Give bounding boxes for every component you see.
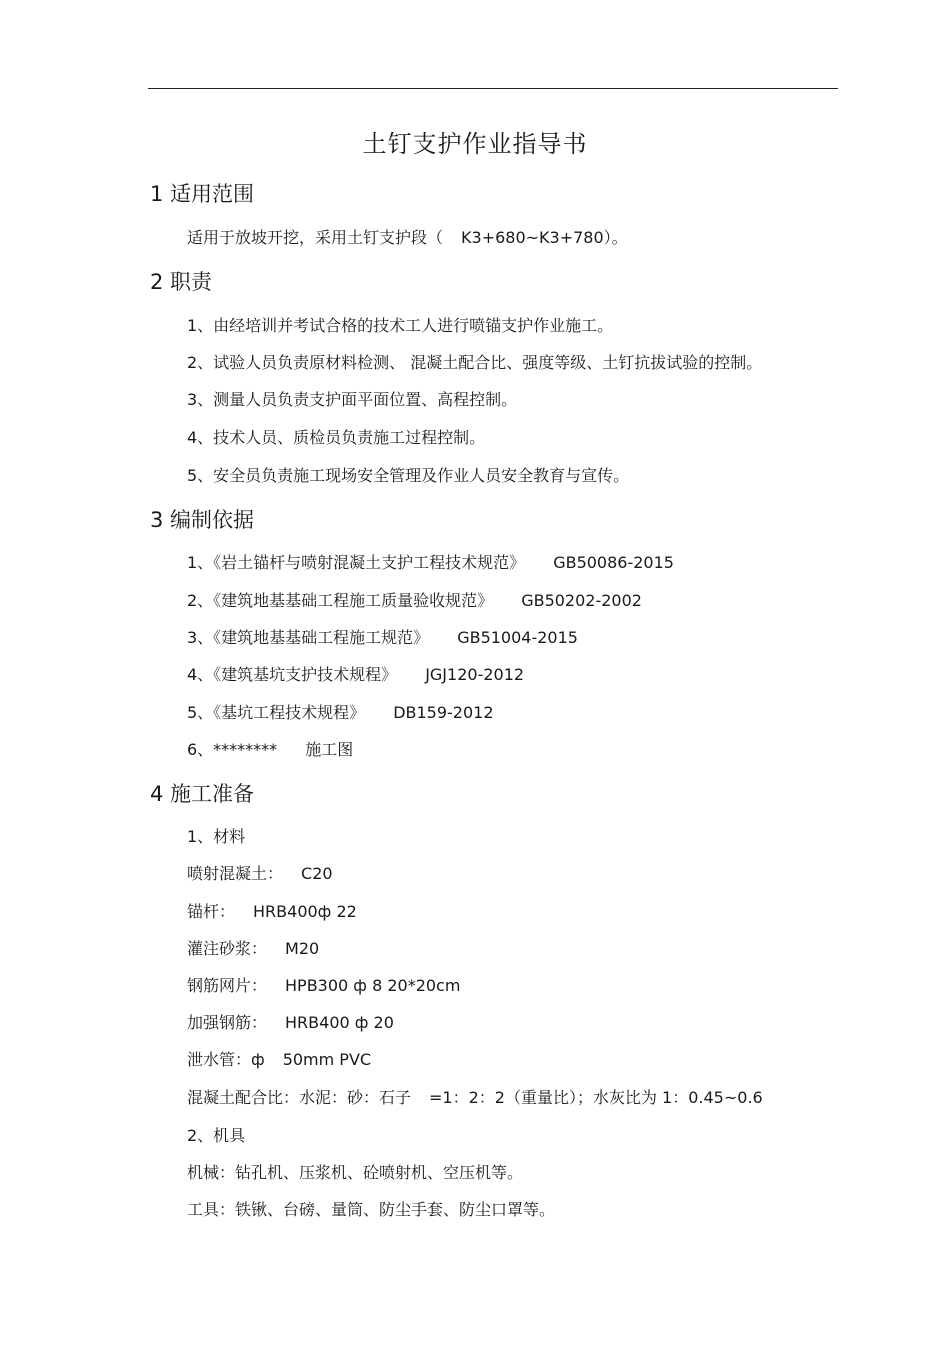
- basis-item: [187, 700, 494, 723]
- scope-text: [187, 225, 628, 248]
- material-item: [187, 1047, 371, 1070]
- basis-code: 施工图: [305, 740, 354, 759]
- material-label: 加强钢筋：: [187, 1013, 268, 1032]
- basis-title: 3、《建筑地基基础工程施工规范》: [187, 628, 430, 647]
- material-item: [187, 936, 319, 959]
- materials-title: 1、材料: [187, 827, 246, 846]
- material-item: [187, 861, 333, 884]
- material-value: =1：2：2（重量比）；水灰比为 1：0.45~0.6: [429, 1088, 763, 1107]
- section-heading-scope: 1 适用范围: [150, 182, 255, 206]
- basis-title: 4、《建筑基坑支护技术规程》: [187, 665, 398, 684]
- duty-item: 1、由经培训并考试合格的技术工人进行喷锚支护作业施工。: [187, 316, 614, 335]
- basis-item: [187, 625, 578, 648]
- duty-item: 4、技术人员、质检员负责施工过程控制。: [187, 428, 486, 447]
- header-rule: [148, 88, 838, 89]
- basis-code: DB159-2012: [393, 703, 494, 722]
- material-value: 50mm PVC: [282, 1050, 372, 1069]
- basis-item: [187, 588, 642, 611]
- basis-title: 6、********: [187, 740, 278, 759]
- section-heading-preparation: 4 施工准备: [150, 782, 255, 806]
- material-value: M20: [285, 939, 320, 958]
- basis-title: 2、《建筑地基基础工程施工质量验收规范》: [187, 591, 494, 610]
- material-label: 灌注砂浆：: [187, 939, 268, 958]
- document-title: 土钉支护作业指导书: [362, 130, 588, 158]
- duty-item: 2、试验人员负责原材料检测、 混凝土配合比、强度等级、土钉抗拔试验的控制。: [187, 353, 763, 372]
- material-item: [187, 1010, 394, 1033]
- material-value: C20: [301, 864, 333, 883]
- tools-title: 2、机具: [187, 1126, 246, 1145]
- material-value: HRB400 ф 20: [285, 1013, 394, 1032]
- section-heading-basis: 3 编制依据: [150, 508, 255, 532]
- scope-text-a: 适用于放坡开挖，采用土钉支护段（: [187, 228, 444, 247]
- basis-item: [187, 550, 674, 573]
- duty-item: 5、安全员负责施工现场安全管理及作业人员安全教育与宣传。: [187, 466, 630, 485]
- material-value: HRB400ф 22: [253, 902, 357, 921]
- machinery-line: 机械：钻孔机、压浆机、砼喷射机、空压机等。: [187, 1163, 524, 1182]
- material-label: 泄水管：ф: [187, 1050, 265, 1069]
- scope-text-b: K3+680~K3+780）。: [461, 228, 628, 247]
- material-item: [187, 1085, 763, 1108]
- section-heading-duties: 2 职责: [150, 270, 213, 294]
- basis-title: 1、《岩土锚杆与喷射混凝土支护工程技术规范》: [187, 553, 526, 572]
- material-label: 锚杆：: [187, 902, 236, 921]
- material-item: [187, 899, 357, 922]
- material-label: 混凝土配合比：水泥：砂：石子: [187, 1088, 412, 1107]
- material-item: [187, 973, 460, 996]
- duty-item: 3、测量人员负责支护面平面位置、高程控制。: [187, 390, 518, 409]
- tools-line: 工具：铁锹、台磅、量筒、防尘手套、防尘口罩等。: [187, 1200, 556, 1219]
- basis-title: 5、《基坑工程技术规程》: [187, 703, 366, 722]
- material-label: 喷射混凝土：: [187, 864, 284, 883]
- material-value: HPB300 ф 8 20*20cm: [285, 976, 461, 995]
- basis-code: GB50086-2015: [553, 553, 674, 572]
- basis-code: JGJ120-2012: [425, 665, 525, 684]
- basis-code: GB50202-2002: [521, 591, 642, 610]
- basis-code: GB51004-2015: [457, 628, 578, 647]
- basis-item: [187, 662, 524, 685]
- basis-item: [187, 737, 353, 760]
- material-label: 钢筋网片：: [187, 976, 268, 995]
